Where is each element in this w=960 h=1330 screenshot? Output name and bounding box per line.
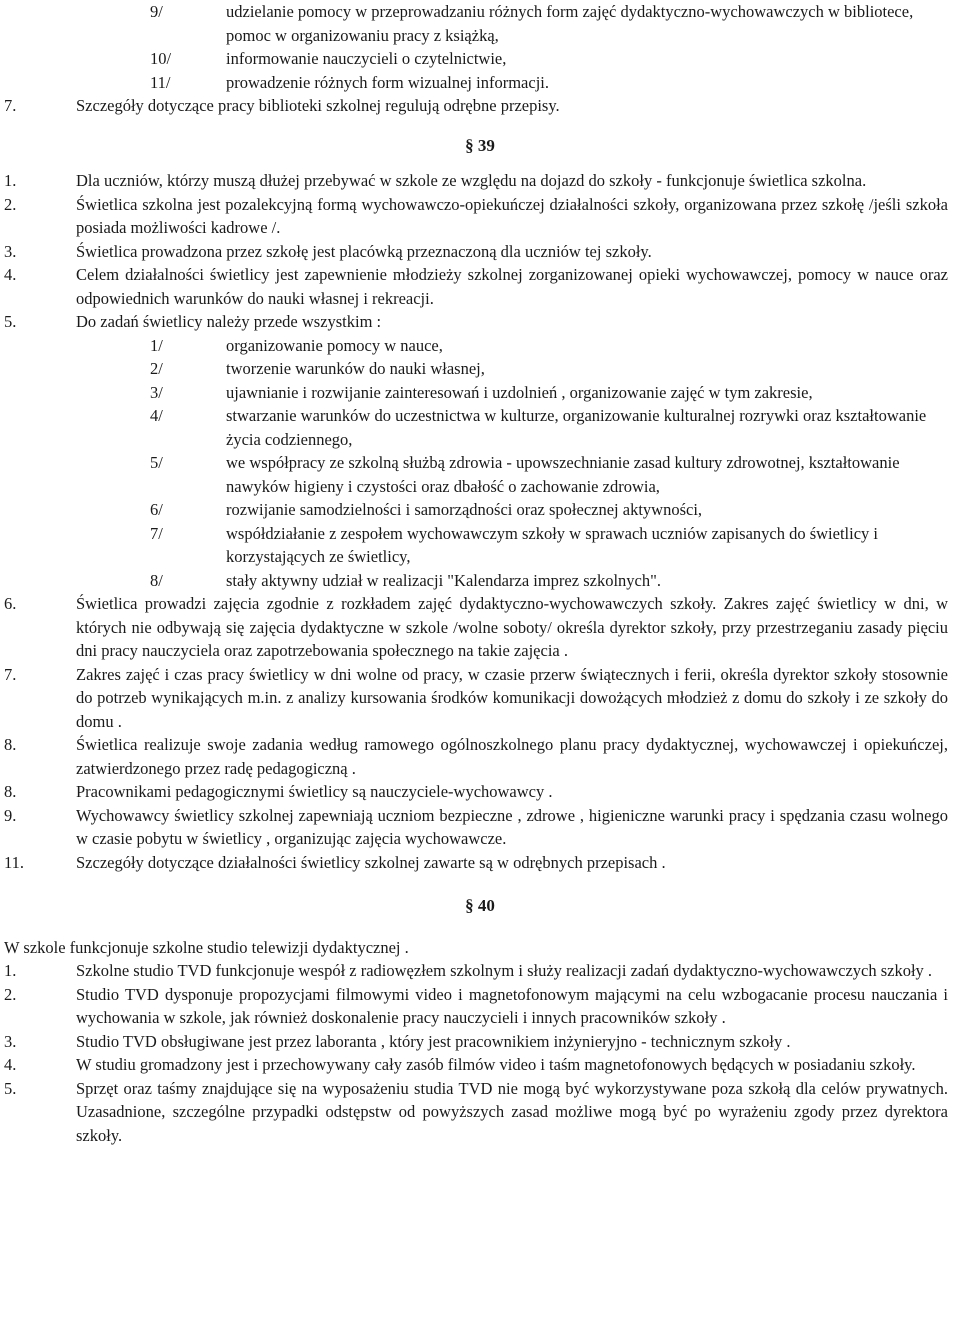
section-heading: § 39 xyxy=(465,135,495,155)
list-item: 5. Sprzęt oraz taśmy znajdujące się na wyposażeniu studia TVD nie mogą być wykorzystywane poza szkołą dla celów prywatnych. Uzasadnione, szczególne przypadki odstępstw od powyższych zasad możliwe mogą być po wyrażeniu zgody przez dyrektora szkoły. xyxy=(4,1078,948,1145)
sublist-item: 4/ stwarzanie warunków do uczestnictwa w kulturze, organizowanie kulturalnej rozrywki oraz kształtowanie życia codziennego, xyxy=(150,406,927,449)
tasks-sublist xyxy=(0,334,960,593)
section-39-list xyxy=(0,169,960,874)
sublist-item: 3/ ujawnianie i rozwijanie zainteresowań i uzdolnień , organizowanie zajęć w tym zakresie, xyxy=(150,382,813,402)
list-item: 8. Świetlica realizuje swoje zadania według ramowego ogólnoszkolnego planu pracy dydaktycznej, wychowawczej i opiekuńczej, zatwierdzonego przez radę pedagogiczną . xyxy=(4,735,948,778)
sublist-item: 2/ tworzenie warunków do nauki własnej, xyxy=(150,359,485,378)
list-item: 11. Szczegóły dotyczące działalności świetlicy szkolnej zawarte są w odrębnych przepisach . xyxy=(4,852,666,872)
section-40-list xyxy=(0,936,960,1148)
list-item: 5. Do zadań świetlicy należy przede wszystkim : xyxy=(4,312,382,331)
list-item: 7. Zakres zajęć i czas pracy świetlicy w dni wolne od pracy, w czasie przerw świątecznych i ferii, określa dyrektor szkoły stosownie do potrzeb wynikających m.in. z analizy kursowania środków komunikacji dowożących młodzież z domu do szkoły i ze szkoły do domu . xyxy=(4,664,948,731)
sublist-item: 10/ informowanie nauczycieli o czytelnictwie, xyxy=(150,49,507,68)
section-heading: § 40 xyxy=(465,896,495,915)
sublist-item: 5/ we współpracy ze szkolną służbą zdrowia - upowszechnianie zasad kultury zdrowotnej, kształtowanie nawyków higieny i czystości oraz dbałość o zachowanie zdrowia, xyxy=(150,453,900,496)
sublist-item: 11/ prowadzenie różnych form wizualnej informacji. xyxy=(150,72,549,92)
list-item: 9. Wychowawcy świetlicy szkolnej zapewniają uczniom bezpieczne , zdrowe , higieniczne warunki pracy i spędzania czasu wolnego w czasie pobytu w świetlicy , organizując zajęcia wychowawcze. xyxy=(4,805,948,848)
list-item: 3. Świetlica prowadzona przez szkołę jest placówką przeznaczoną dla uczniów tej szkoły. xyxy=(4,241,652,261)
list-item: 4. W studiu gromadzony jest i przechowywany cały zasób filmów video i taśm magnetofonowych będących w posiadaniu szkoły. xyxy=(4,1055,916,1074)
sublist-item: 9/ udzielanie pomocy w przeprowadzaniu różnych form zajęć dydaktyczno-wychowawczych w bibliotece, pomoc w organizowaniu pracy z książką, xyxy=(150,2,914,45)
list-item: 8. Pracownikami pedagogicznymi świetlicy są nauczyciele-wychowawcy . xyxy=(4,782,553,801)
sublist-item: 7/ współdziałanie z zespołem wychowawczym szkoły w sprawach uczniów zapisanych do świetlicy i korzystających ze świetlicy, xyxy=(150,523,878,566)
list-item: 4. Celem działalności świetlicy jest zapewnienie młodzieży szkolnej zorganizowanej opieki wychowawczej, pomocy w nauce oraz odpowiednich warunków do nauki własnej i rekreacji. xyxy=(4,265,948,308)
list-item: 2. Świetlica szkolna jest pozalekcyjną formą wychowawczo-opiekuńczej działalności szkoły, organizowana przez szkołę /jeśli szkoła posiada możliwości kadrowe /. xyxy=(4,194,948,237)
list-item: 7. Szczegóły dotyczące pracy biblioteki szkolnej regulują odrębne przepisy. xyxy=(4,96,560,115)
sublist-item: 6/ rozwijanie samodzielności i samorządności oraz społecznej aktywności, xyxy=(150,500,703,519)
list-item: 3. Studio TVD obsługiwane jest przez laboranta , który jest pracownikiem inżynieryjno - technicznym szkoły . xyxy=(4,1031,791,1051)
list-item: 1. Szkolne studio TVD funkcjonuje wespół z radiowęzłem szkolnym i służy realizacji zadań dydaktyczno-wychowawczych szkoły . xyxy=(4,961,933,980)
list-item: 6. Świetlica prowadzi zajęcia zgodnie z rozkładem zajęć dydaktyczno-wychowawczych szkoły. Zakres zajęć świetlicy w dni, w których nie odbywają się zajęcia dydaktyczne w szkole /wolne soboty/ określa dyrektor szkoły, przy przestrzeganiu zasady pięciu dni pracy nauczyciela oraz zapotrzebowania społecznego na takie zajęcia . xyxy=(4,594,948,660)
list-item: 1. Dla uczniów, którzy muszą dłużej przebywać w szkole ze względu na dojazd do szkoły - funkcjonuje świetlica szkolna. xyxy=(4,171,867,190)
top-sublist xyxy=(0,0,960,94)
sublist-item: 1/ organizowanie pomocy w nauce, xyxy=(150,335,443,355)
sublist-item: 8/ stały aktywny udział w realizacji "Kalendarza imprez szkolnych". xyxy=(150,570,661,590)
list-item: 2. Studio TVD dysponuje propozycjami filmowymi video i magnetofonowym mającymi na celu wzbogacanie procesu nauczania i wychowania w szkole, jak również doskonalenie pracy nauczycieli i innych pracowników szkoły . xyxy=(4,984,948,1027)
section-intro: W szkole funkcjonuje szkolne studio telewizji dydaktycznej . xyxy=(4,937,409,957)
